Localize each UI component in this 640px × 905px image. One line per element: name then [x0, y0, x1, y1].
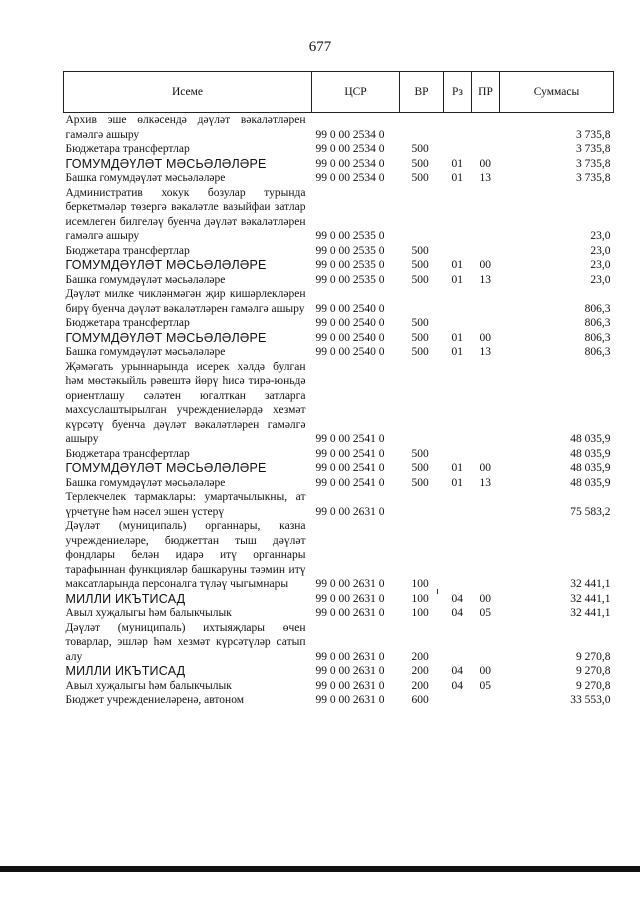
cell-name: Башка гомумдәүләт мәсьәләләре — [65, 172, 226, 184]
cell-rz — [444, 244, 472, 259]
cell-csr: 99 0 00 2534 0 — [315, 128, 385, 141]
cell-csr: 99 0 00 2534 0 — [315, 157, 385, 170]
cell-vr: 500 — [411, 273, 429, 286]
table-row — [64, 142, 614, 157]
stray-mark — [437, 589, 438, 594]
cell-sum: 75 583,2 — [570, 505, 611, 518]
cell-name: Дәүләт (муниципаль) ихтыяҗлары өчен товарлар, эшләр һәм хезмәт күрсәтүләр сатып алу — [65, 621, 306, 663]
cell-sum: 806,3 — [584, 317, 611, 329]
cell-rz — [444, 490, 472, 519]
cell-pr: 13 — [479, 346, 491, 358]
table-row — [64, 258, 614, 273]
cell-csr: 99 0 00 2535 0 — [315, 244, 385, 257]
table-row — [64, 447, 614, 462]
cell-pr — [472, 447, 500, 462]
cell-rz — [444, 113, 472, 143]
cell-sum: 3 735,8 — [576, 157, 611, 170]
cell-vr — [400, 113, 444, 143]
cell-pr: 00 — [479, 665, 491, 677]
cell-name: ГОМУМДӘҮЛӘТ МӘСЬӘЛӘЛӘРЕ — [65, 156, 267, 171]
cell-rz: 01 — [451, 462, 463, 474]
table-row — [64, 461, 614, 476]
table-body — [64, 113, 614, 708]
cell-pr — [472, 519, 500, 592]
cell-vr: 200 — [411, 665, 429, 677]
cell-pr — [472, 693, 500, 708]
cell-vr: 600 — [411, 694, 429, 706]
cell-rz: 01 — [451, 476, 463, 489]
cell-sum: 48 035,9 — [570, 462, 611, 474]
cell-rz — [444, 519, 472, 592]
cell-sum: 806,3 — [584, 302, 611, 315]
cell-csr: 99 0 00 2631 0 — [315, 578, 385, 590]
header-vr: ВР — [400, 72, 444, 113]
cell-csr: 99 0 00 2535 0 — [315, 259, 385, 271]
cell-rz: 04 — [451, 592, 463, 605]
cell-name: Бюджет учреждениеләренә, автоном — [65, 694, 245, 706]
cell-name: Архив эше өлкәсендә дәүләт вәкаләтләрен гамәлгә ашыру — [65, 114, 306, 141]
cell-vr: 500 — [411, 259, 429, 271]
cell-vr: 100 — [411, 592, 429, 605]
cell-rz — [444, 186, 472, 244]
cell-csr: 99 0 00 2534 0 — [315, 143, 385, 155]
cell-vr: 500 — [411, 143, 429, 155]
cell-name: МИЛЛИ ИКЪТИСАД — [65, 591, 186, 606]
cell-rz: 01 — [451, 273, 463, 286]
header-pr: ПР — [472, 72, 500, 113]
cell-vr: 500 — [411, 447, 429, 460]
cell-pr — [472, 142, 500, 157]
cell-sum: 23,0 — [590, 230, 611, 242]
cell-pr: 00 — [479, 462, 491, 474]
cell-pr: 00 — [479, 592, 491, 605]
cell-name: ГОМУМДӘҮЛӘТ МӘСЬӘЛӘЛӘРЕ — [65, 461, 267, 475]
cell-pr — [472, 316, 500, 331]
header-csr: ЦСР — [312, 72, 400, 113]
cell-name: Башка гомумдәүләт мәсьәләләре — [65, 476, 226, 489]
cell-name: Административ хокук бозулар турында беркетмәләр төзергә вәкаләтле вазыйфаи затлар исемлеген билгеләү буенча дәүләт вәкаләтләрен гамәлгә ашыру — [65, 186, 306, 242]
cell-vr: 500 — [411, 462, 429, 474]
cell-sum: 3 735,8 — [576, 128, 611, 141]
cell-rz — [444, 142, 472, 157]
table-row — [64, 316, 614, 331]
cell-sum: 32 441,1 — [570, 578, 611, 590]
table-row — [64, 345, 614, 360]
cell-rz — [444, 621, 472, 665]
table-row — [64, 693, 614, 708]
cell-csr: 99 0 00 2541 0 — [315, 462, 385, 474]
cell-vr: 200 — [411, 650, 429, 663]
cell-rz: 04 — [451, 679, 463, 692]
cell-csr: 99 0 00 2541 0 — [315, 433, 385, 445]
cell-sum: 48 035,9 — [570, 433, 611, 445]
cell-csr: 99 0 00 2631 0 — [315, 694, 385, 706]
cell-name: Бюджетара трансфертлар — [65, 143, 190, 155]
table-row — [64, 273, 614, 288]
cell-vr — [400, 360, 444, 447]
table-row — [64, 360, 614, 447]
cell-vr: 500 — [411, 172, 429, 184]
cell-pr — [472, 621, 500, 665]
table-row — [64, 592, 614, 607]
cell-pr: 05 — [479, 607, 491, 619]
cell-pr — [472, 490, 500, 519]
cell-csr: 99 0 00 2540 0 — [315, 317, 385, 329]
cell-vr: 100 — [411, 607, 429, 619]
cell-rz — [444, 316, 472, 331]
cell-csr: 99 0 00 2540 0 — [315, 346, 385, 358]
cell-name: Җәмәгать урыннарында исерек хәлдә булган һәм мөстәкыйль рәвештә йөрү һисә тирә-юньдә ориентлашу сәләтен югалткан затларга махсуслаштырылган учреждениеләрдә хезмәт күрсәтү буенча дәүләт вәкаләтләрен гамәлгә ашыру — [65, 360, 306, 445]
cell-csr: 99 0 00 2534 0 — [315, 172, 385, 184]
table-row — [64, 621, 614, 665]
cell-sum: 32 441,1 — [570, 592, 611, 605]
cell-name: МИЛЛИ ИКЪТИСАД — [65, 664, 186, 678]
cell-name: Авыл хуҗалыгы һәм балыкчылык — [65, 679, 232, 692]
header-name: Исеме — [64, 72, 312, 113]
table-row — [64, 490, 614, 519]
cell-vr — [400, 287, 444, 316]
table-header-row — [64, 72, 614, 113]
cell-pr: 00 — [479, 259, 491, 271]
cell-csr: 99 0 00 2631 0 — [315, 505, 385, 518]
cell-name: Бюджетара трансфертлар — [65, 317, 190, 329]
table-row — [64, 244, 614, 259]
cell-vr: 500 — [411, 476, 429, 489]
cell-sum: 23,0 — [590, 244, 611, 257]
cell-rz: 04 — [451, 665, 463, 677]
cell-pr — [472, 113, 500, 143]
cell-rz — [444, 693, 472, 708]
cell-sum: 806,3 — [584, 331, 611, 344]
cell-name: Дәүләт (муниципаль) органнары, казна учреждениеләре, бюджеттан тыш дәүләт фондлары белән идарә итү органнары тарафыннан функцияләр башкаруны тәэмин итү максатларында персоналга түләү чыгымнары — [65, 520, 306, 590]
page-number: 677 — [308, 39, 332, 55]
cell-vr: 500 — [411, 244, 429, 257]
cell-vr: 500 — [411, 157, 429, 170]
cell-csr: 99 0 00 2540 0 — [315, 302, 385, 315]
cell-csr: 99 0 00 2535 0 — [315, 230, 385, 242]
cell-sum: 33 553,0 — [570, 694, 611, 706]
cell-csr: 99 0 00 2631 0 — [315, 650, 385, 663]
cell-vr: 500 — [411, 331, 429, 344]
cell-rz: 01 — [451, 331, 463, 344]
cell-rz: 01 — [451, 157, 463, 170]
cell-vr: 500 — [411, 346, 429, 358]
cell-name: Авыл хуҗалыгы һәм балыкчылык — [65, 607, 232, 619]
cell-name: Башка гомумдәүләт мәсьәләләре — [65, 346, 226, 358]
cell-name: Бюджетара трансфертлар — [65, 447, 190, 460]
cell-csr: 99 0 00 2541 0 — [315, 476, 385, 489]
cell-pr: 05 — [479, 679, 491, 692]
cell-sum: 3 735,8 — [576, 143, 611, 155]
budget-table — [63, 71, 614, 708]
cell-sum: 23,0 — [590, 259, 611, 271]
cell-sum: 9 270,8 — [576, 650, 611, 663]
cell-sum: 9 270,8 — [576, 679, 611, 692]
table-row — [64, 664, 614, 679]
cell-sum: 806,3 — [584, 346, 611, 358]
cell-rz — [444, 287, 472, 316]
cell-vr: 200 — [411, 679, 429, 692]
cell-pr — [472, 244, 500, 259]
cell-csr: 99 0 00 2631 0 — [315, 592, 385, 605]
table-row — [64, 113, 614, 143]
cell-pr: 13 — [479, 476, 491, 489]
cell-vr — [400, 490, 444, 519]
table-row — [64, 519, 614, 592]
cell-pr: 13 — [479, 172, 491, 184]
table-row — [64, 606, 614, 621]
table-row — [64, 186, 614, 244]
header-rz: Рз — [444, 72, 472, 113]
cell-pr: 13 — [479, 273, 491, 286]
cell-rz — [444, 360, 472, 447]
cell-name: Башка гомумдәүләт мәсьәләләре — [65, 273, 226, 286]
cell-rz — [444, 447, 472, 462]
cell-csr: 99 0 00 2540 0 — [315, 331, 385, 344]
cell-csr: 99 0 00 2541 0 — [315, 447, 385, 460]
cell-pr — [472, 186, 500, 244]
cell-name: Терлекчелек тармаклары: умартачылыкны, ат үрчетүне һәм нәсел эшен үстерү — [65, 491, 306, 518]
header-sum: Суммасы — [500, 72, 614, 113]
cell-name: Бюджетара трансфертлар — [65, 244, 190, 257]
table-row — [64, 171, 614, 186]
cell-sum: 48 035,9 — [570, 447, 611, 460]
cell-rz: 01 — [451, 346, 463, 358]
table-row — [64, 476, 614, 491]
cell-vr: 500 — [411, 317, 429, 329]
cell-rz: 01 — [451, 259, 463, 271]
cell-csr: 99 0 00 2631 0 — [315, 665, 385, 677]
table-row — [64, 331, 614, 346]
cell-vr: 100 — [411, 578, 429, 590]
cell-pr: 00 — [479, 157, 491, 170]
cell-name: ГОМУМДӘҮЛӘТ МӘСЬӘЛӘЛӘРЕ — [65, 330, 267, 345]
cell-name: Дәүләт милке чикләнмәгән җир кишәрлекләрен бирү буенча дәүләт вәкаләтләрен гамәлгә ашыру — [65, 288, 306, 315]
table-row — [64, 287, 614, 316]
table-row — [64, 679, 614, 694]
cell-rz: 01 — [451, 172, 463, 184]
cell-sum: 23,0 — [590, 273, 611, 286]
cell-sum: 48 035,9 — [570, 476, 611, 489]
cell-sum: 9 270,8 — [576, 665, 611, 677]
cell-sum: 3 735,8 — [576, 172, 611, 184]
cell-rz: 04 — [451, 607, 463, 619]
cell-csr: 99 0 00 2535 0 — [315, 273, 385, 286]
cell-pr — [472, 360, 500, 447]
cell-name: ГОМУМДӘҮЛӘТ МӘСЬӘЛӘЛӘРЕ — [65, 258, 267, 272]
cell-sum: 32 441,1 — [570, 607, 611, 619]
cell-csr: 99 0 00 2631 0 — [315, 679, 385, 692]
table-row — [64, 157, 614, 172]
bottom-rule — [0, 866, 640, 872]
cell-csr: 99 0 00 2631 0 — [315, 607, 385, 619]
cell-pr: 00 — [479, 331, 491, 344]
cell-vr — [400, 186, 444, 244]
cell-pr — [472, 287, 500, 316]
